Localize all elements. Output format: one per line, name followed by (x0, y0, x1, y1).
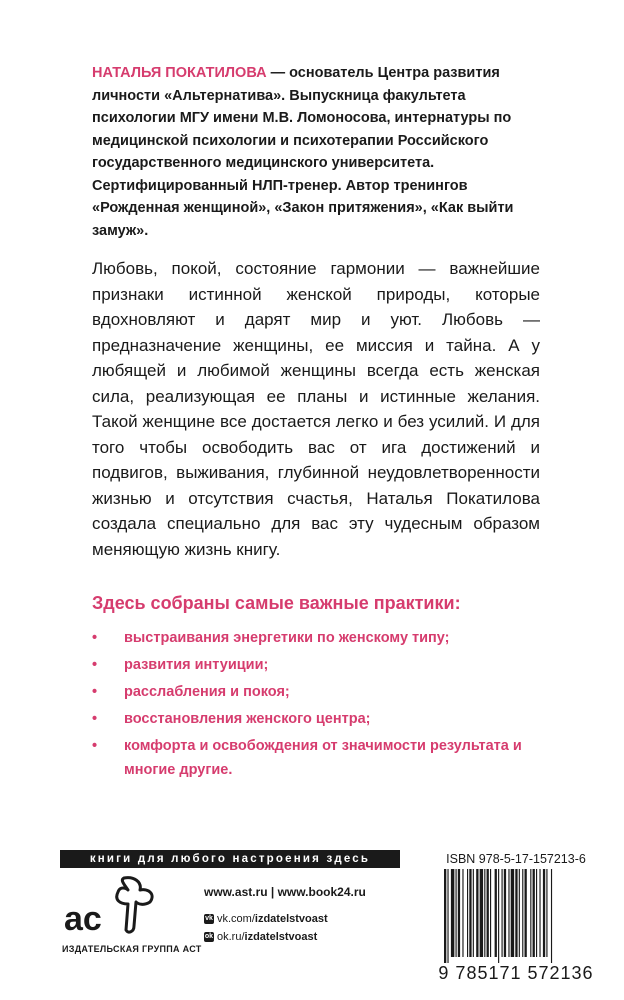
barcode-bar (484, 869, 485, 957)
barcode-bar (480, 869, 483, 957)
bullet-icon: • (92, 711, 98, 727)
barcode-block (426, 852, 606, 982)
barcode-bar (456, 869, 457, 957)
practices-title: Здесь собраны самые важные практики: (92, 593, 461, 613)
practice-text: восстановления женского центра; (124, 711, 371, 727)
barcode-bar (533, 869, 535, 957)
social-handle: izdatelstvoast (254, 913, 328, 925)
isbn: ISBN 978-5-17-157213-6 (446, 852, 586, 866)
barcode-bar (551, 869, 552, 963)
social-prefix: ok.ru/ (217, 931, 245, 943)
tagline-bar: книги для любого настроения здесь (60, 850, 400, 868)
list-item (92, 626, 552, 650)
barcode-bar (498, 869, 499, 963)
barcode-bar (504, 869, 506, 957)
barcode-icon (444, 869, 588, 963)
list-item (92, 734, 552, 782)
book-description: Любовь, покой, состояние гармонии — важнейшие признаки истинной женской природы, которые вдохновляют и дарят мир и уют. Любовь — предназначение женщины, ее миссия и тайна. А у любящей и любимой женщины всегда есть женская сила, реализующая ее планы и истинные желания. Такой женщине все достается легко и без усилий. И для того чтобы освободить вас от ига достижений и подвигов, выживания, глубинной неудовлетворенности жизнью и отсутствия счастья, Наталья Покатилова создала специально для вас эту чудесным образом меняющую жизнь книгу. (92, 259, 540, 559)
barcode-bar (543, 869, 545, 957)
social-prefix: vk.com/ (217, 913, 255, 925)
social-links (204, 910, 328, 946)
list-item (92, 653, 552, 677)
barcode-bar (502, 869, 503, 957)
svg-text:ас: ас (64, 900, 102, 938)
author-bio (92, 62, 552, 242)
author-name: НАТАЛЬЯ ПОКАТИЛОВА (92, 65, 267, 81)
websites[interactable]: www.ast.ru | www.book24.ru (204, 885, 366, 899)
list-item (92, 680, 552, 704)
barcode-bar (473, 869, 474, 957)
bullet-icon: • (92, 630, 98, 646)
barcode-bar (519, 869, 520, 957)
barcode-bar (490, 869, 491, 957)
barcode-bar (447, 869, 448, 963)
barcode-bar (462, 869, 463, 957)
barcode-bar (451, 869, 454, 957)
barcode-bar (536, 869, 537, 957)
barcode-bar (487, 869, 489, 957)
practice-text: расслабления и покоя; (124, 684, 290, 700)
barcode-bar (530, 869, 531, 957)
barcode-bar (508, 869, 509, 957)
barcode-bar (476, 869, 478, 957)
social-link-vk[interactable] (204, 910, 328, 928)
practice-text: комфорта и освобождения от значимости результата и многие другие. (124, 738, 522, 778)
barcode-bar (444, 869, 446, 963)
barcode-bar (522, 869, 523, 957)
author-bio-text: — основатель Центра развития личности «Альтернатива». Выпускница факультета психологии МГУ имени М.В. Ломоносова, интернатуры по медицинской психологии и психотерапии Российского государственного медицинского университета. Сертифицированный НЛП-тренер. Автор тренингов «Рожденная женщиной», «Закон притяжения», «Как выйти замуж». (92, 65, 514, 239)
barcode-bar (525, 869, 527, 957)
publisher-name: ИЗДАТЕЛЬСКАЯ ГРУППА АСТ (62, 944, 202, 954)
bullet-icon: • (92, 738, 98, 754)
barcode-bar (539, 869, 540, 957)
barcode-bar (458, 869, 460, 957)
barcode-number: 9 785171 572136 (438, 963, 594, 983)
practice-list (92, 626, 552, 785)
barcode-bar (546, 869, 547, 957)
barcode-bar (515, 869, 517, 957)
practice-text: выстраивания энергетики по женскому типу; (124, 630, 450, 646)
bullet-icon: • (92, 684, 98, 700)
social-handle: izdatelstvoast (244, 931, 318, 943)
barcode-bar (469, 869, 471, 957)
practice-text: развития интуиции; (124, 657, 269, 673)
social-link-ok[interactable] (204, 928, 328, 946)
ast-logo-icon (62, 874, 162, 938)
ok-icon: ok (204, 933, 214, 940)
barcode-bar (467, 869, 468, 957)
barcode-bar (511, 869, 514, 957)
bullet-icon: • (92, 657, 98, 673)
list-item (92, 707, 552, 731)
barcode-bar (495, 869, 497, 957)
vk-icon: vk (205, 915, 213, 922)
